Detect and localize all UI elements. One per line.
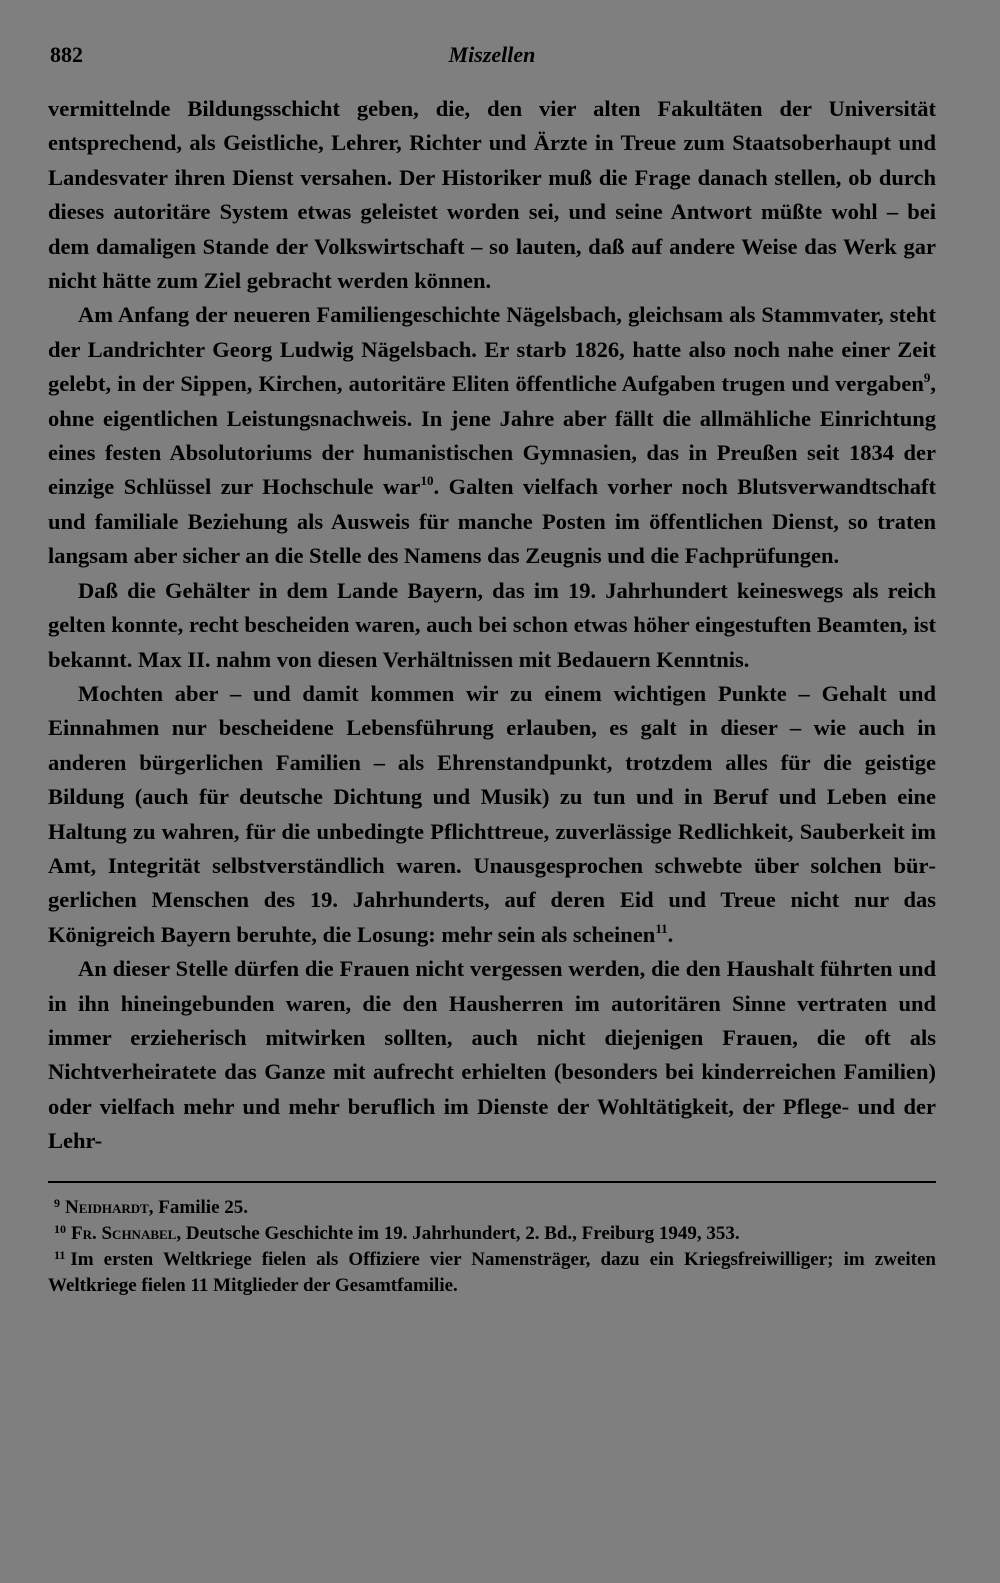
body-text: [48, 92, 936, 1159]
footnote-reference: 9: [923, 370, 931, 386]
running-title: Miszellen: [448, 42, 536, 67]
footnote-text: , Familie 25.: [148, 1196, 248, 1218]
body-paragraph: [48, 677, 936, 952]
footnote-text: , Deutsche Geschichte im 19. Jahrhundert, 2. Bd., Freiburg 1949, 353.: [176, 1222, 740, 1244]
running-head: [48, 36, 936, 76]
footnote-author: Fr. Schnabel: [71, 1222, 177, 1244]
paragraph-text: Daß die Gehälter in dem Lande Bayern, das im 19. Jahrhundert keineswegs als reich gelten konnte, recht bescheiden waren, auch bei schon etwas höher eingestuften Beamten, ist bekannt. Max II. nahm von diesen Verhältnissen mit Bedauern Kenntnis.: [48, 577, 936, 672]
footnote-number: 9: [54, 1195, 60, 1210]
body-paragraph: [48, 298, 936, 573]
page-number: 882: [50, 42, 83, 67]
body-paragraph: [48, 92, 936, 298]
footnotes: [48, 1195, 936, 1299]
paragraph-text: An dieser Stelle dürfen die Frauen nicht vergessen werden, die den Haushalt führten und in ihn hineingebunden waren, die den Hausherren im autoritären Sinne vertraten und immer erzieherisch mitwirken sollten, auch nicht diejenigen Frauen, die oft als Nichtverheiratete das Ganze mit aufrecht erhielten (besonders bei kinderreichen Familien) oder vielfach mehr und mehr beruflich im Dienste der Wohltätigkeit, der Pflege- und der Lehr-: [48, 956, 936, 1154]
footnote-reference: 11: [655, 920, 668, 936]
body-paragraph: [48, 952, 936, 1158]
body-paragraph: [48, 574, 936, 677]
paragraph-text: Am Anfang der neueren Familiengeschichte Nägelsbach, gleichsam als Stammvater, steht der Landrichter Georg Ludwig Nägelsbach. Er starb 1826, hatte also noch nahe einer Zeit gelebt, in der Sippen, Kirchen, autoritäre Eliten öffentliche Aufgaben trugen und vergaben: [48, 302, 936, 397]
footnote-number: 11: [54, 1247, 66, 1262]
footnote-text: Im ersten Weltkriege fielen als Offiziere vier Namensträger, dazu ein Kriegsfreiwilliger; im zweiten Weltkriege fielen 11 Mitglieder der Gesamtfamilie.: [48, 1248, 936, 1296]
paragraph-text: vermittelnde Bildungsschicht geben, die, den vier alten Fakultäten der Universität entsprechend, als Geistliche, Lehrer, Richter und Ärzte in Treue zum Staatsoberhaupt und Landesvater ihren Dienst versahen. Der Historiker muß die Frage danach stellen, ob durch dieses autoritäre System etwas geleistet worden sei, und seine Antwort müßte wohl – bei dem damaligen Stande der Volkswirtschaft – so lauten, daß auf andere Weise das Werk gar nicht hätte zum Ziel gebracht werden können.: [48, 96, 936, 294]
book-page: [48, 36, 936, 1299]
paragraph-text: Mochten aber – und damit kommen wir zu einem wichtigen Punkte – Gehalt und Einnahmen nur bescheidene Lebensführung erlauben, es galt in dieser – wie auch in anderen bürgerlichen Familien – als Ehrenstandpunkt, trotzdem alles für die geistige Bildung (auch für deutsche Dichtung und Musik) zu tun und in Beruf und Leben eine Haltung zu wahren, für die unbedingte Pflichttreue, zuverlässige Redlichkeit, Sauberkeit im Amt, Integrität selbstverständlich waren. Unausgesprochen schwebte über solchen bürgerlichen Menschen des 19. Jahrhunderts, auf deren Eid und Treue nicht nur das Königreich Bayern beruhte, die Losung: mehr sein als scheinen: [48, 680, 936, 947]
footnote: [48, 1221, 936, 1247]
footnote: [48, 1195, 936, 1221]
paragraph-text: . Galten vielfach vorher noch Blutsverwandtschaft und familiale Beziehung als Ausweis für manche Posten im öffentlichen Dienst, so traten langsam aber sicher an die Stelle des Namens das Zeugnis und die Fachprüfungen.: [48, 474, 937, 569]
footnote-number: 10: [54, 1221, 66, 1236]
footnote-reference: 10: [420, 473, 434, 489]
footnote: [48, 1247, 936, 1299]
footnote-author: Neidhardt: [65, 1196, 149, 1218]
footnote-rule: [48, 1181, 936, 1183]
paragraph-text: , ohne eigentlichen Leistungsnachweis. In jene Jahre aber fällt die allmähliche Einrichtung eines festen Absolutoriums der humanistischen Gymnasien, das in Preußen seit 1834 der einzige Schlüssel zur Hochschule war: [48, 371, 936, 500]
paragraph-text: .: [667, 921, 674, 947]
